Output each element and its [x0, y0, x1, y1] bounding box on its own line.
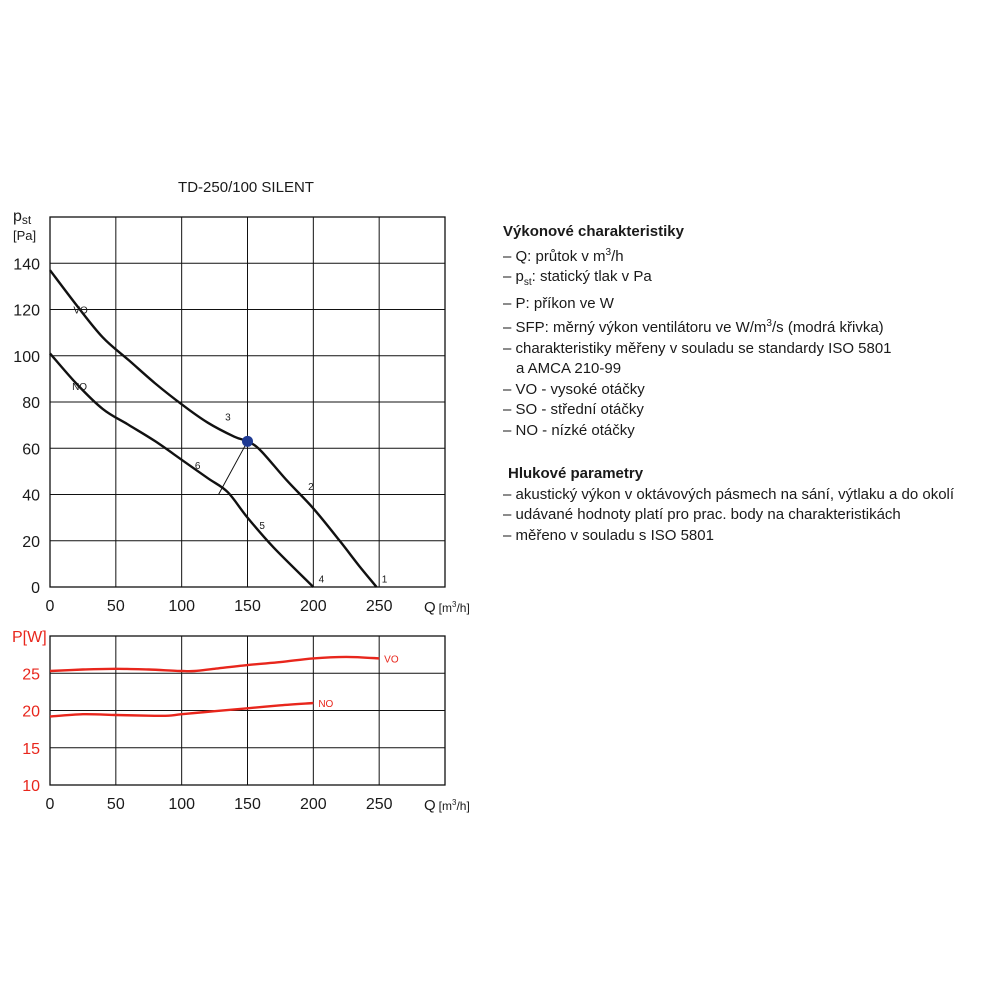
x-axis-unit-sup: 3 — [452, 600, 457, 609]
power-y-tick-label: 10 — [22, 778, 40, 795]
y-tick-label: 0 — [31, 580, 40, 597]
notes-panel — [503, 222, 998, 546]
note-so: – SO - střední otáčky — [503, 401, 644, 418]
x-axis-label — [424, 599, 470, 616]
point-annotation: 3 — [225, 412, 231, 424]
power-x-axis-unit-pre: [m — [438, 799, 453, 813]
point-annotation: 1 — [381, 574, 388, 586]
y-axis-label-main: p — [13, 208, 22, 225]
note-sfp-pre: – SFP: měrný výkon ventilátoru ve W/m — [503, 319, 767, 336]
note-sfp — [503, 314, 998, 339]
note-pst-post: : statický tlak v Pa — [531, 268, 652, 285]
power-chart — [12, 629, 470, 814]
y-axis-unit: [Pa] — [13, 228, 37, 243]
noise-item-1: – akustický výkon v oktávových pásmech na sání, výtlaku a do okolí — [503, 485, 955, 503]
series-label-no: NO — [72, 381, 88, 393]
power-x-tick-label: 200 — [299, 796, 327, 813]
power-x-tick-label: 0 — [45, 796, 55, 813]
power-y-axis-label: P[W] — [12, 629, 47, 646]
power-x-tick-label: 50 — [106, 796, 125, 813]
note-iso: – charakteristiky měřeny v souladu se standardy ISO 5801 — [503, 339, 892, 357]
note-sfp-post: /s (modrá křivka) — [771, 319, 884, 336]
x-tick-label: 0 — [45, 598, 55, 615]
power-y-tick-label: 25 — [22, 666, 40, 684]
y-axis-label-sub: st — [21, 213, 32, 227]
noise-item-3: – měřeno v souladu s ISO 5801 — [503, 526, 714, 544]
power-series-label-vo: VO — [384, 654, 399, 666]
power-ticks — [22, 666, 392, 813]
power-x-axis-label-q: Q — [424, 797, 436, 814]
point-annotation: 4 — [318, 574, 325, 586]
y-tick-label: 120 — [13, 302, 40, 320]
noise-item-2: – udávané hodnoty platí pro prac. body na charakteristikách — [503, 506, 901, 523]
note-pst-pre: – p — [503, 268, 524, 285]
x-axis-label-q: Q — [424, 599, 436, 616]
point-annotation: 6 — [194, 461, 201, 473]
y-tick-label: 140 — [13, 256, 40, 274]
power-x-tick-label: 250 — [365, 796, 393, 813]
power-series — [50, 654, 399, 716]
note-q-sup: 3 — [605, 246, 612, 258]
power-x-tick-label: 150 — [234, 796, 261, 813]
x-tick-label: 200 — [299, 598, 327, 615]
power-series-label-no: NO — [318, 699, 334, 711]
note-q-pre: – Q: průtok v m — [503, 247, 606, 265]
y-tick-label: 40 — [22, 487, 40, 505]
x-axis-unit-pre: [m — [438, 601, 453, 615]
note-no: – NO - nízké otáčky — [503, 421, 635, 439]
pressure-ticks — [13, 256, 392, 615]
note-sfp-sup: 3 — [766, 318, 772, 329]
note-iso-cont: a AMCA 210-99 — [516, 360, 622, 377]
note-p: – P: příkon ve W — [503, 294, 614, 312]
working-point-marker — [242, 436, 253, 447]
point-annotation: 2 — [308, 481, 314, 493]
x-tick-label: 150 — [234, 598, 261, 615]
pressure-series — [50, 270, 377, 587]
y-tick-label: 60 — [22, 441, 40, 459]
note-q — [503, 243, 998, 268]
power-y-tick-label: 20 — [22, 703, 40, 721]
x-tick-label: 100 — [168, 598, 196, 615]
series-label-vo: VO — [73, 305, 88, 317]
x-tick-label: 50 — [106, 598, 125, 615]
chart-title: TD-250/100 SILENT — [178, 179, 314, 196]
note-vo: – VO - vysoké otáčky — [503, 380, 645, 398]
y-tick-label: 20 — [22, 533, 40, 551]
pressure-chart — [13, 179, 470, 616]
power-x-axis-unit-sup: 3 — [452, 798, 457, 807]
series-line-vo — [50, 270, 377, 587]
power-x-tick-label: 100 — [168, 796, 196, 813]
x-axis-unit-post: /h] — [456, 601, 470, 615]
point-annotation: 5 — [259, 521, 265, 533]
noise-title: Hlukové parametry — [508, 465, 644, 482]
pressure-annotations — [195, 413, 388, 586]
power-x-axis-unit-post: /h] — [456, 799, 470, 813]
notes-title: Výkonové charakteristiky — [503, 223, 684, 240]
note-pst-sub: st — [523, 277, 532, 288]
y-axis-label — [13, 208, 32, 227]
pressure-grid — [50, 217, 445, 587]
power-x-axis-label — [424, 797, 470, 814]
power-series-line-vo — [50, 657, 379, 671]
note-pst — [503, 267, 998, 294]
y-tick-label: 100 — [13, 348, 40, 366]
y-tick-label: 80 — [22, 395, 40, 412]
note-q-post: /h — [611, 247, 624, 265]
power-y-tick-label: 15 — [22, 740, 40, 758]
x-tick-label: 250 — [365, 598, 393, 615]
